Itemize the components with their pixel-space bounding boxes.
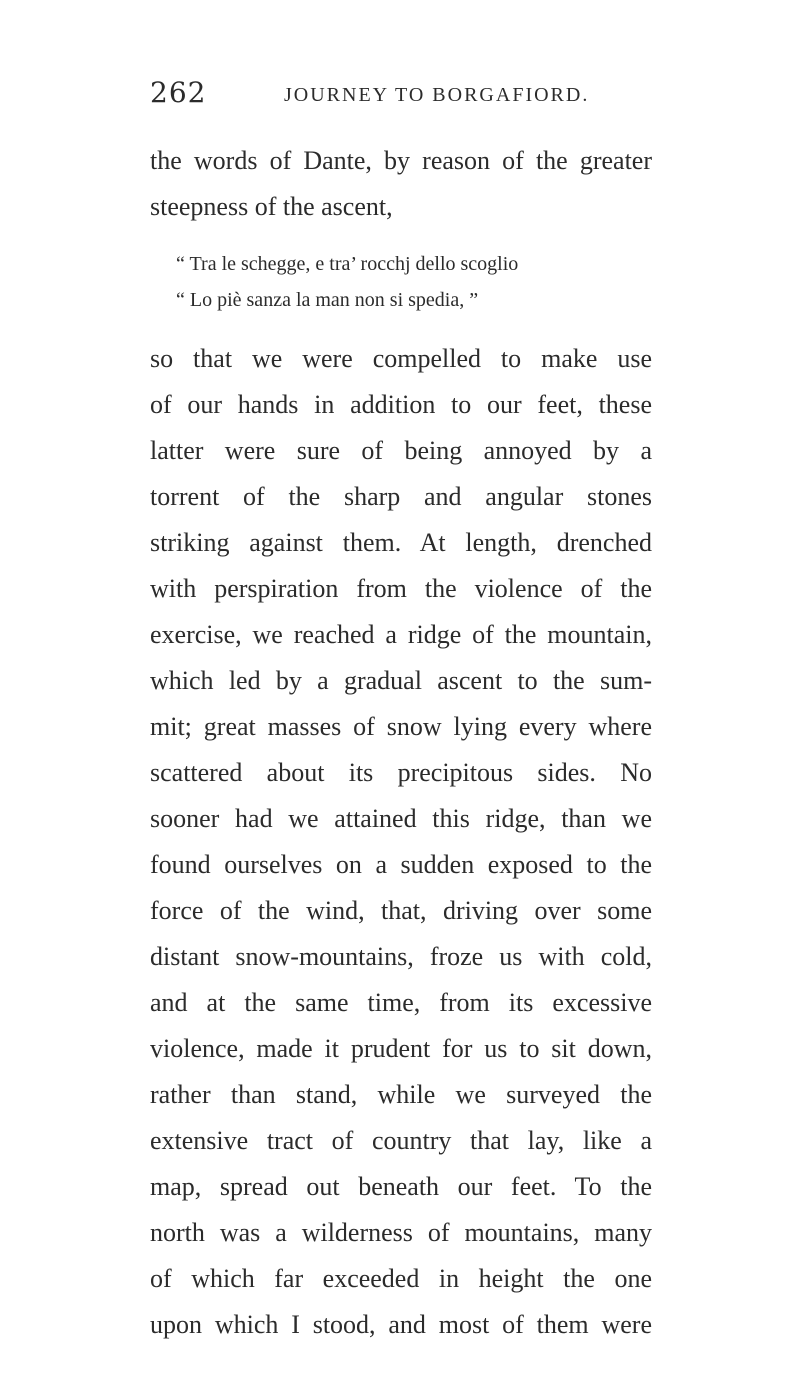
text-line: with perspiration from the violence of the bbox=[150, 574, 652, 603]
text-line: exercise, we reached a ridge of the mountain, bbox=[150, 620, 652, 649]
page-header bbox=[150, 76, 650, 116]
text-line: so that we were compelled to make use bbox=[150, 344, 652, 373]
page-number: 262 bbox=[150, 76, 207, 109]
text-line: of which far exceeded in height the one bbox=[150, 1264, 652, 1293]
text-line: torrent of the sharp and angular stones bbox=[150, 482, 652, 511]
text-line: force of the wind, that, driving over some bbox=[150, 896, 652, 925]
quote-line: “ Lo piè sanza la man non si spedia, ” bbox=[176, 289, 479, 311]
text-line: extensive tract of country that lay, like a bbox=[150, 1126, 652, 1155]
text-line: and at the same time, from its excessive bbox=[150, 988, 652, 1017]
text-line: map, spread out beneath our feet. To the bbox=[150, 1172, 652, 1201]
text-line: upon which I stood, and most of them were bbox=[150, 1310, 652, 1339]
text-line: found ourselves on a sudden exposed to the bbox=[150, 850, 652, 879]
text-line: steepness of the ascent, bbox=[150, 192, 393, 221]
text-line: distant snow-mountains, froze us with cold, bbox=[150, 942, 652, 971]
text-line: striking against them. At length, drenched bbox=[150, 528, 652, 557]
text-line: which led by a gradual ascent to the sum- bbox=[150, 666, 652, 695]
text-line: of our hands in addition to our feet, these bbox=[150, 390, 652, 419]
text-line: sooner had we attained this ridge, than we bbox=[150, 804, 652, 833]
text-line: scattered about its precipitous sides. No bbox=[150, 758, 652, 787]
text-line: rather than stand, while we surveyed the bbox=[150, 1080, 652, 1109]
text-line: violence, made it prudent for us to sit down, bbox=[150, 1034, 652, 1063]
text-line: mit; great masses of snow lying every where bbox=[150, 712, 652, 741]
text-line: latter were sure of being annoyed by a bbox=[150, 436, 652, 465]
quote-line: “ Tra le schegge, e tra’ rocchj dello scoglio bbox=[176, 253, 519, 275]
text-line: the words of Dante, by reason of the greater bbox=[150, 146, 652, 175]
text-line: north was a wilderness of mountains, many bbox=[150, 1218, 652, 1247]
running-head: JOURNEY TO BORGAFIORD. bbox=[284, 84, 590, 106]
